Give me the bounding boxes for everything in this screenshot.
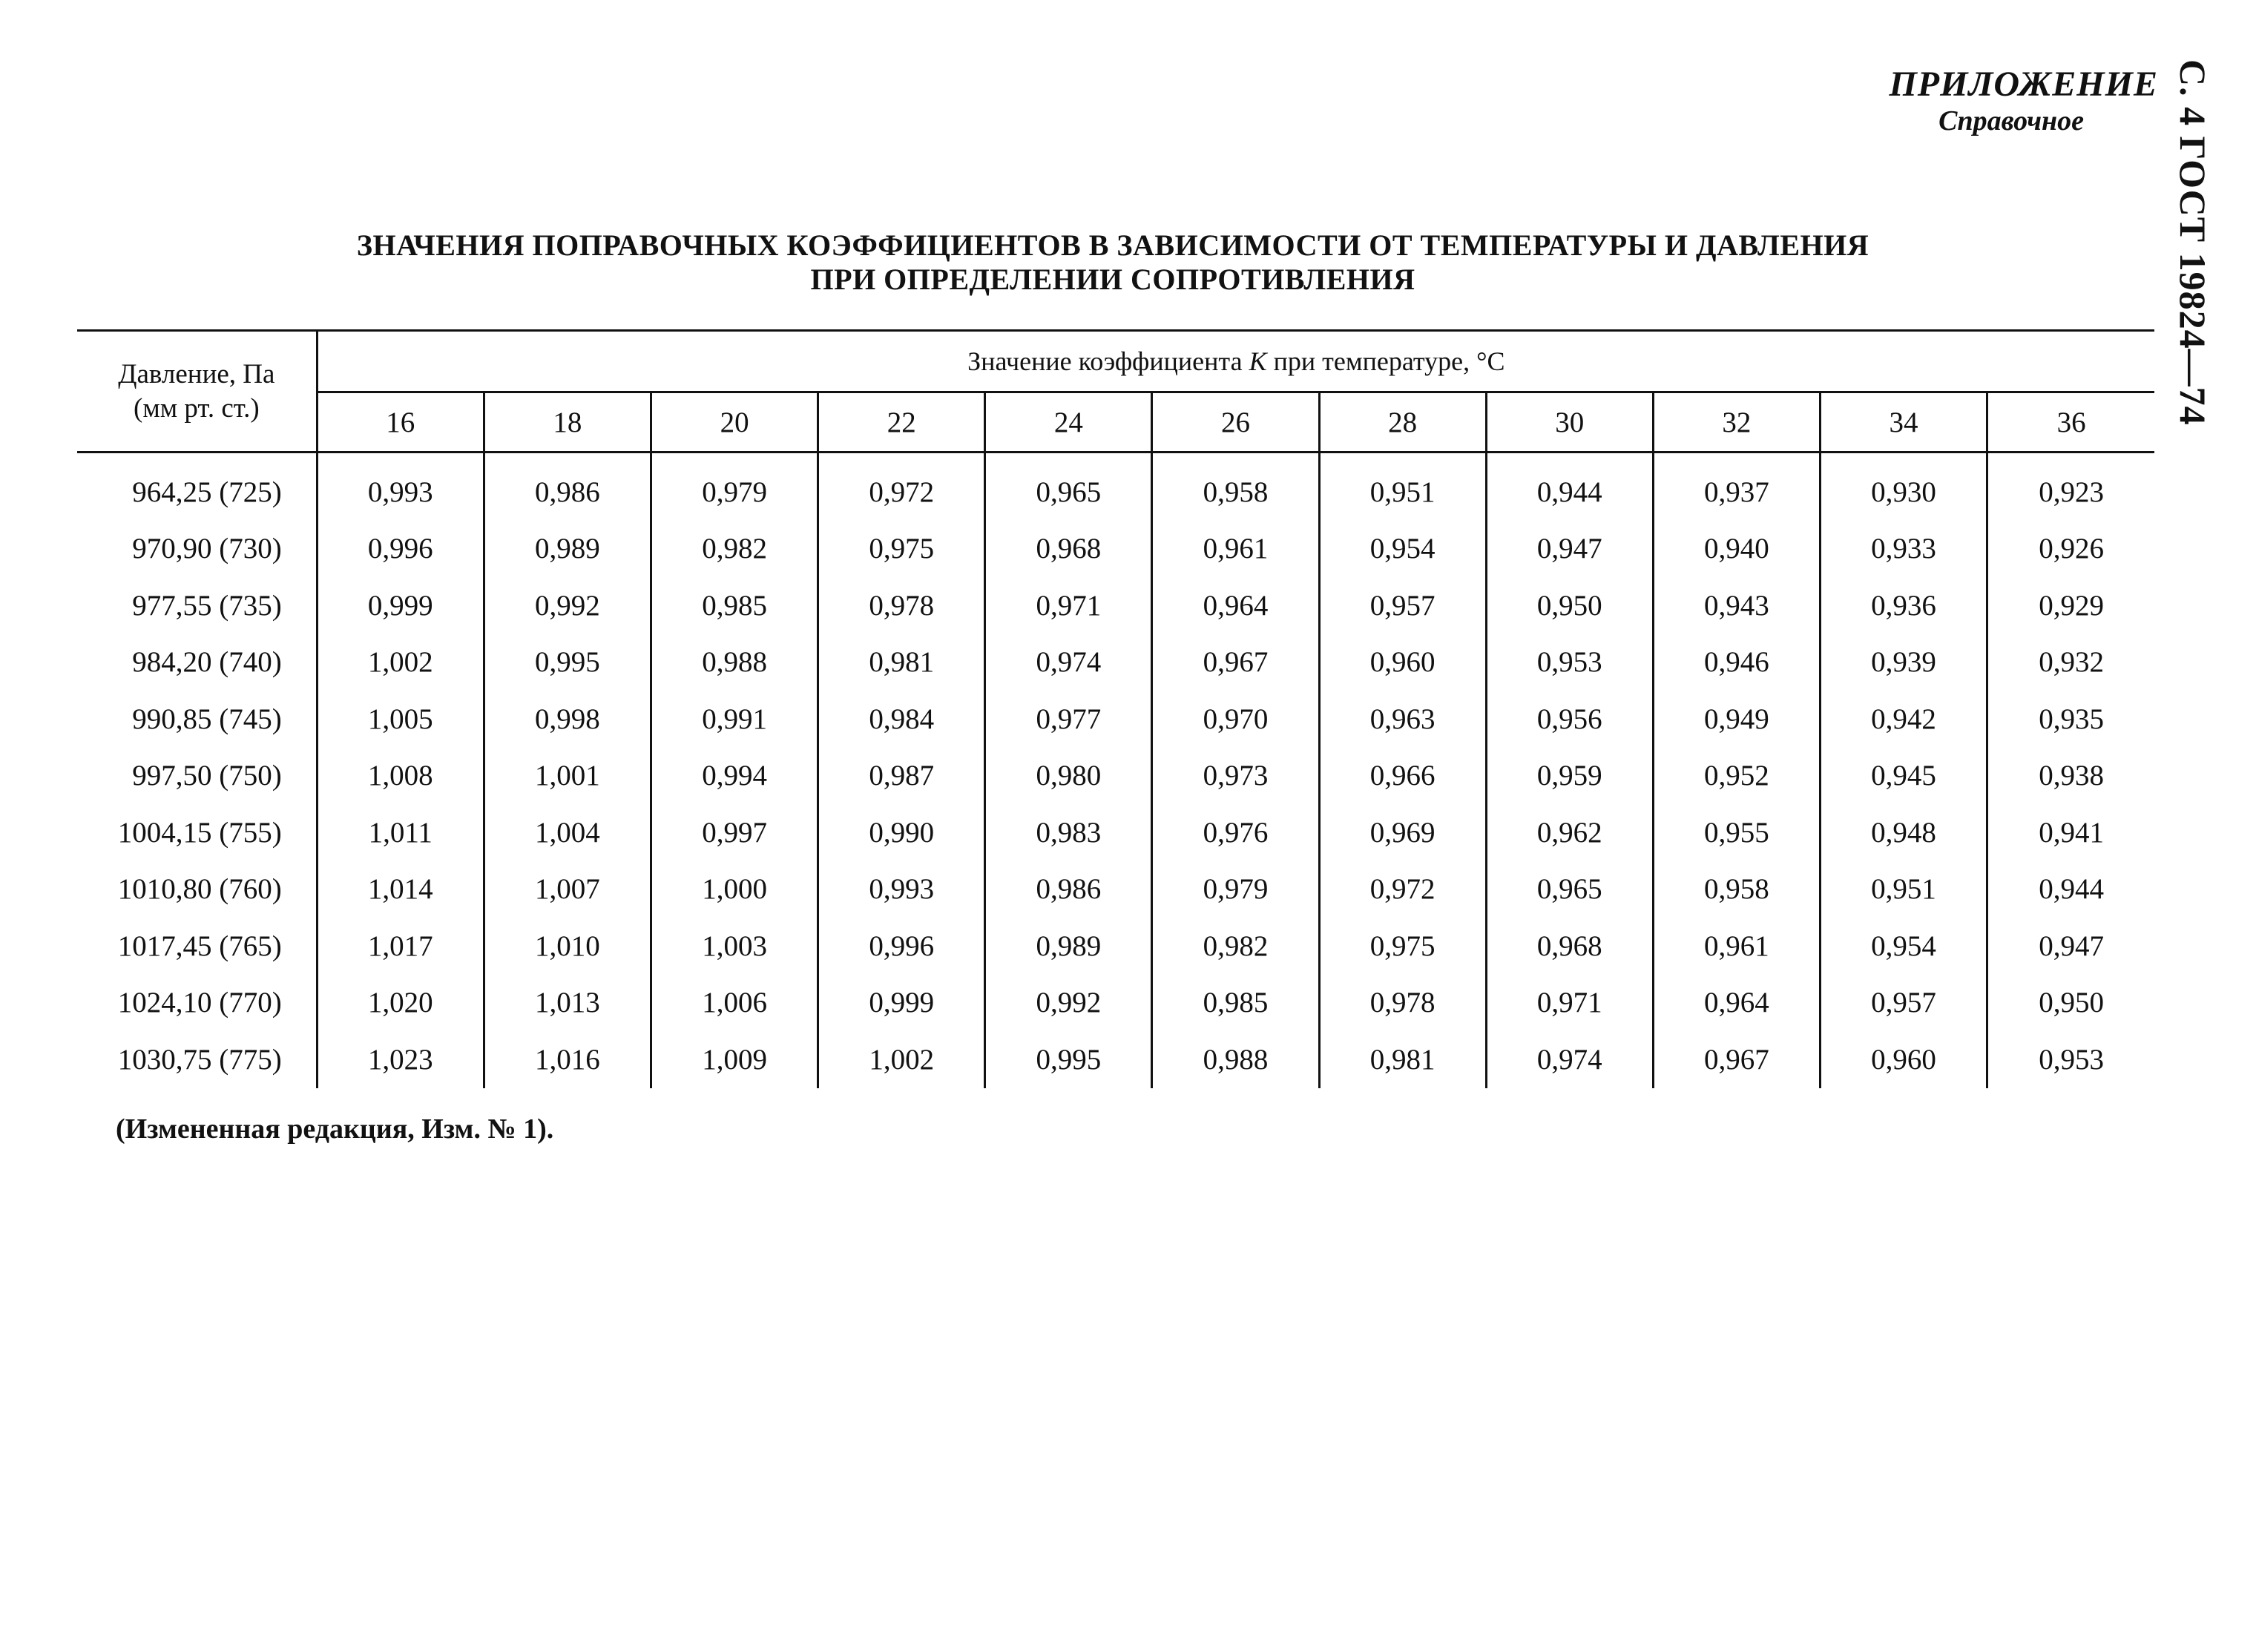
coefficient-cell: 0,953 <box>1987 1031 2154 1088</box>
coefficient-cell: 0,953 <box>1486 634 1653 691</box>
coefficient-cell: 0,940 <box>1653 521 1820 578</box>
coefficient-cell: 0,998 <box>484 691 651 748</box>
coefficient-cell: 0,980 <box>985 748 1152 805</box>
coefficient-cell: 0,930 <box>1820 453 1987 521</box>
coefficient-cell: 0,992 <box>985 975 1152 1032</box>
coefficient-cell: 0,993 <box>818 861 985 918</box>
coefficient-cell: 0,992 <box>484 577 651 634</box>
table-row <box>77 1031 2154 1088</box>
coefficient-cell: 0,971 <box>1486 975 1653 1032</box>
table-row <box>77 861 2154 918</box>
coefficient-cell: 1,001 <box>484 748 651 805</box>
coefficient-cell: 0,975 <box>1319 918 1486 975</box>
coefficient-cell: 1,003 <box>651 918 818 975</box>
pressure-cell: 1010,80 (760) <box>77 861 317 918</box>
coefficient-cell: 0,967 <box>1152 634 1319 691</box>
temperature-header-cell: 34 <box>1820 392 1987 453</box>
coefficient-cell: 0,993 <box>317 453 484 521</box>
coefficient-cell: 1,011 <box>317 804 484 861</box>
coefficient-cell: 0,970 <box>1152 691 1319 748</box>
coefficient-cell: 0,981 <box>818 634 985 691</box>
coefficient-cell: 0,923 <box>1987 453 2154 521</box>
appendix-title: ПРИЛОЖЕНИЕ <box>1889 65 2158 104</box>
page-header-text: С. 4 ГОСТ 19824—74 <box>2172 59 2214 426</box>
coefficient-cell: 0,976 <box>1152 804 1319 861</box>
coefficient-cell: 1,002 <box>317 634 484 691</box>
coefficient-cell: 0,995 <box>484 634 651 691</box>
coefficient-cell: 0,968 <box>1486 918 1653 975</box>
coefficient-cell: 0,979 <box>651 453 818 521</box>
coefficient-cell: 0,972 <box>818 453 985 521</box>
page-header <box>2163 59 2222 426</box>
coefficient-cell: 0,986 <box>484 453 651 521</box>
coefficient-cell: 1,017 <box>317 918 484 975</box>
coefficient-cell: 0,995 <box>985 1031 1152 1088</box>
coefficient-cell: 0,966 <box>1319 748 1486 805</box>
coefficient-cell: 0,950 <box>1987 975 2154 1032</box>
coefficient-cell: 0,957 <box>1820 975 1987 1032</box>
pressure-cell: 1004,15 (755) <box>77 804 317 861</box>
coefficient-cell: 1,009 <box>651 1031 818 1088</box>
coefficient-cell: 0,958 <box>1653 861 1820 918</box>
coefficient-cell: 0,961 <box>1152 521 1319 578</box>
appendix-type: Справочное <box>1938 105 2084 136</box>
coefficient-cell: 0,962 <box>1486 804 1653 861</box>
coefficient-cell: 0,941 <box>1987 804 2154 861</box>
coefficient-cell: 0,937 <box>1653 453 1820 521</box>
coefficient-cell: 0,944 <box>1486 453 1653 521</box>
coefficient-cell: 0,971 <box>985 577 1152 634</box>
coefficient-cell: 0,964 <box>1152 577 1319 634</box>
coefficient-cell: 0,969 <box>1319 804 1486 861</box>
coefficient-cell: 0,949 <box>1653 691 1820 748</box>
coefficient-cell: 0,988 <box>1152 1031 1319 1088</box>
coefficient-cell: 0,991 <box>651 691 818 748</box>
coefficient-cell: 0,936 <box>1820 577 1987 634</box>
coefficient-cell: 1,000 <box>651 861 818 918</box>
table-header-row <box>77 331 2154 392</box>
coefficient-cell: 0,947 <box>1486 521 1653 578</box>
coefficient-cell: 0,982 <box>1152 918 1319 975</box>
coefficient-cell: 0,960 <box>1820 1031 1987 1088</box>
coefficient-cell: 0,961 <box>1653 918 1820 975</box>
coefficient-cell: 0,994 <box>651 748 818 805</box>
temperature-header-cell: 32 <box>1653 392 1820 453</box>
pressure-cell: 970,90 (730) <box>77 521 317 578</box>
pressure-cell: 984,20 (740) <box>77 634 317 691</box>
coefficient-cell: 0,977 <box>985 691 1152 748</box>
coefficient-cell: 0,954 <box>1820 918 1987 975</box>
coefficient-cell: 0,951 <box>1820 861 1987 918</box>
temperature-header-cell: 36 <box>1987 392 2154 453</box>
coefficient-cell: 0,952 <box>1653 748 1820 805</box>
table-row <box>77 975 2154 1032</box>
table-row <box>77 691 2154 748</box>
coefficient-cell: 0,965 <box>1486 861 1653 918</box>
pressure-cell: 1017,45 (765) <box>77 918 317 975</box>
temperature-header-cell: 30 <box>1486 392 1653 453</box>
table-body <box>77 453 2154 1088</box>
coefficient-cell: 0,946 <box>1653 634 1820 691</box>
pressure-cell: 964,25 (725) <box>77 453 317 521</box>
coefficient-cell: 0,963 <box>1319 691 1486 748</box>
coefficient-cell: 0,959 <box>1486 748 1653 805</box>
coefficient-cell: 1,010 <box>484 918 651 975</box>
coefficient-cell: 0,978 <box>1319 975 1486 1032</box>
coefficient-cell: 0,997 <box>651 804 818 861</box>
coefficient-cell: 1,016 <box>484 1031 651 1088</box>
pressure-cell: 1024,10 (770) <box>77 975 317 1032</box>
coefficient-cell: 0,987 <box>818 748 985 805</box>
coefficient-cell: 0,996 <box>818 918 985 975</box>
table-row <box>77 918 2154 975</box>
coefficient-cell: 0,939 <box>1820 634 1987 691</box>
temperature-header-cell: 20 <box>651 392 818 453</box>
table-title-line-1: ЗНАЧЕНИЯ ПОПРАВОЧНЫХ КОЭФФИЦИЕНТОВ В ЗАВИСИМОСТИ ОТ ТЕМПЕРАТУРЫ И ДАВЛЕНИЯ <box>356 228 1869 262</box>
coefficient-cell: 0,982 <box>651 521 818 578</box>
coefficient-table <box>77 329 2154 1088</box>
coefficient-cell: 0,964 <box>1653 975 1820 1032</box>
coefficient-cell: 0,974 <box>985 634 1152 691</box>
coefficient-cell: 0,955 <box>1653 804 1820 861</box>
coefficient-cell: 1,007 <box>484 861 651 918</box>
coefficient-cell: 0,979 <box>1152 861 1319 918</box>
pressure-cell: 997,50 (750) <box>77 748 317 805</box>
coefficient-cell: 0,999 <box>317 577 484 634</box>
temperature-header-cell: 28 <box>1319 392 1486 453</box>
appendix-label <box>1889 64 2158 136</box>
coefficient-cell: 0,947 <box>1987 918 2154 975</box>
temperature-header-cell: 26 <box>1152 392 1319 453</box>
coefficient-cell: 1,008 <box>317 748 484 805</box>
table-row <box>77 748 2154 805</box>
coefficient-cell: 1,002 <box>818 1031 985 1088</box>
coefficient-cell: 0,957 <box>1319 577 1486 634</box>
coefficient-cell: 0,945 <box>1820 748 1987 805</box>
table-row <box>77 804 2154 861</box>
coefficient-cell: 0,996 <box>317 521 484 578</box>
coefficient-cell: 0,956 <box>1486 691 1653 748</box>
coefficient-cell: 0,975 <box>818 521 985 578</box>
coefficient-cell: 0,938 <box>1987 748 2154 805</box>
coefficient-cell: 0,985 <box>651 577 818 634</box>
coefficient-cell: 0,960 <box>1319 634 1486 691</box>
coefficient-cell: 1,004 <box>484 804 651 861</box>
table-row <box>77 634 2154 691</box>
table-row <box>77 453 2154 521</box>
table-title-line-2: ПРИ ОПРЕДЕЛЕНИИ СОПРОТИВЛЕНИЯ <box>810 263 1415 296</box>
pressure-column-header: Давление, Па (мм рт. ст.) <box>77 331 317 453</box>
coefficient-cell: 0,973 <box>1152 748 1319 805</box>
coefficient-cell: 0,929 <box>1987 577 2154 634</box>
pressure-cell: 990,85 (745) <box>77 691 317 748</box>
coefficient-cell: 0,974 <box>1486 1031 1653 1088</box>
pressure-cell: 977,55 (735) <box>77 577 317 634</box>
pressure-cell: 1030,75 (775) <box>77 1031 317 1088</box>
temperature-header-cell: 22 <box>818 392 985 453</box>
coefficient-cell: 0,985 <box>1152 975 1319 1032</box>
coefficient-cell: 0,999 <box>818 975 985 1032</box>
coefficient-cell: 0,984 <box>818 691 985 748</box>
coefficient-cell: 0,989 <box>985 918 1152 975</box>
coefficient-cell: 1,023 <box>317 1031 484 1088</box>
coefficient-cell: 0,965 <box>985 453 1152 521</box>
revision-note: (Измененная редакция, Изм. № 1). <box>116 1113 554 1145</box>
coefficient-cell: 0,988 <box>651 634 818 691</box>
table-title <box>223 228 2003 297</box>
coefficient-cell: 1,014 <box>317 861 484 918</box>
coefficient-cell: 0,935 <box>1987 691 2154 748</box>
coefficient-cell: 1,020 <box>317 975 484 1032</box>
table-row <box>77 521 2154 578</box>
coefficient-cell: 0,948 <box>1820 804 1987 861</box>
coefficient-cell: 0,967 <box>1653 1031 1820 1088</box>
coefficient-cell: 0,983 <box>985 804 1152 861</box>
coefficient-cell: 0,932 <box>1987 634 2154 691</box>
temperature-group-header: Значение коэффициента K при температуре, °C <box>317 331 2154 392</box>
coefficient-cell: 0,944 <box>1987 861 2154 918</box>
coefficient-cell: 0,958 <box>1152 453 1319 521</box>
coefficient-cell: 0,954 <box>1319 521 1486 578</box>
coefficient-cell: 0,972 <box>1319 861 1486 918</box>
coefficient-cell: 0,951 <box>1319 453 1486 521</box>
coefficient-cell: 0,981 <box>1319 1031 1486 1088</box>
coefficient-cell: 0,943 <box>1653 577 1820 634</box>
coefficient-cell: 0,933 <box>1820 521 1987 578</box>
temperature-header-cell: 24 <box>985 392 1152 453</box>
coefficient-cell: 0,990 <box>818 804 985 861</box>
coefficient-cell: 0,926 <box>1987 521 2154 578</box>
coefficient-cell: 0,968 <box>985 521 1152 578</box>
coefficient-cell: 1,006 <box>651 975 818 1032</box>
coefficient-cell: 1,005 <box>317 691 484 748</box>
temperature-header-cell: 16 <box>317 392 484 453</box>
coefficient-cell: 1,013 <box>484 975 651 1032</box>
temperature-header-row <box>77 392 2154 453</box>
temperature-header-cell: 18 <box>484 392 651 453</box>
coefficient-cell: 0,950 <box>1486 577 1653 634</box>
coefficient-cell: 0,989 <box>484 521 651 578</box>
coefficient-cell: 0,942 <box>1820 691 1987 748</box>
table-row <box>77 577 2154 634</box>
coefficient-cell: 0,986 <box>985 861 1152 918</box>
coefficient-cell: 0,978 <box>818 577 985 634</box>
